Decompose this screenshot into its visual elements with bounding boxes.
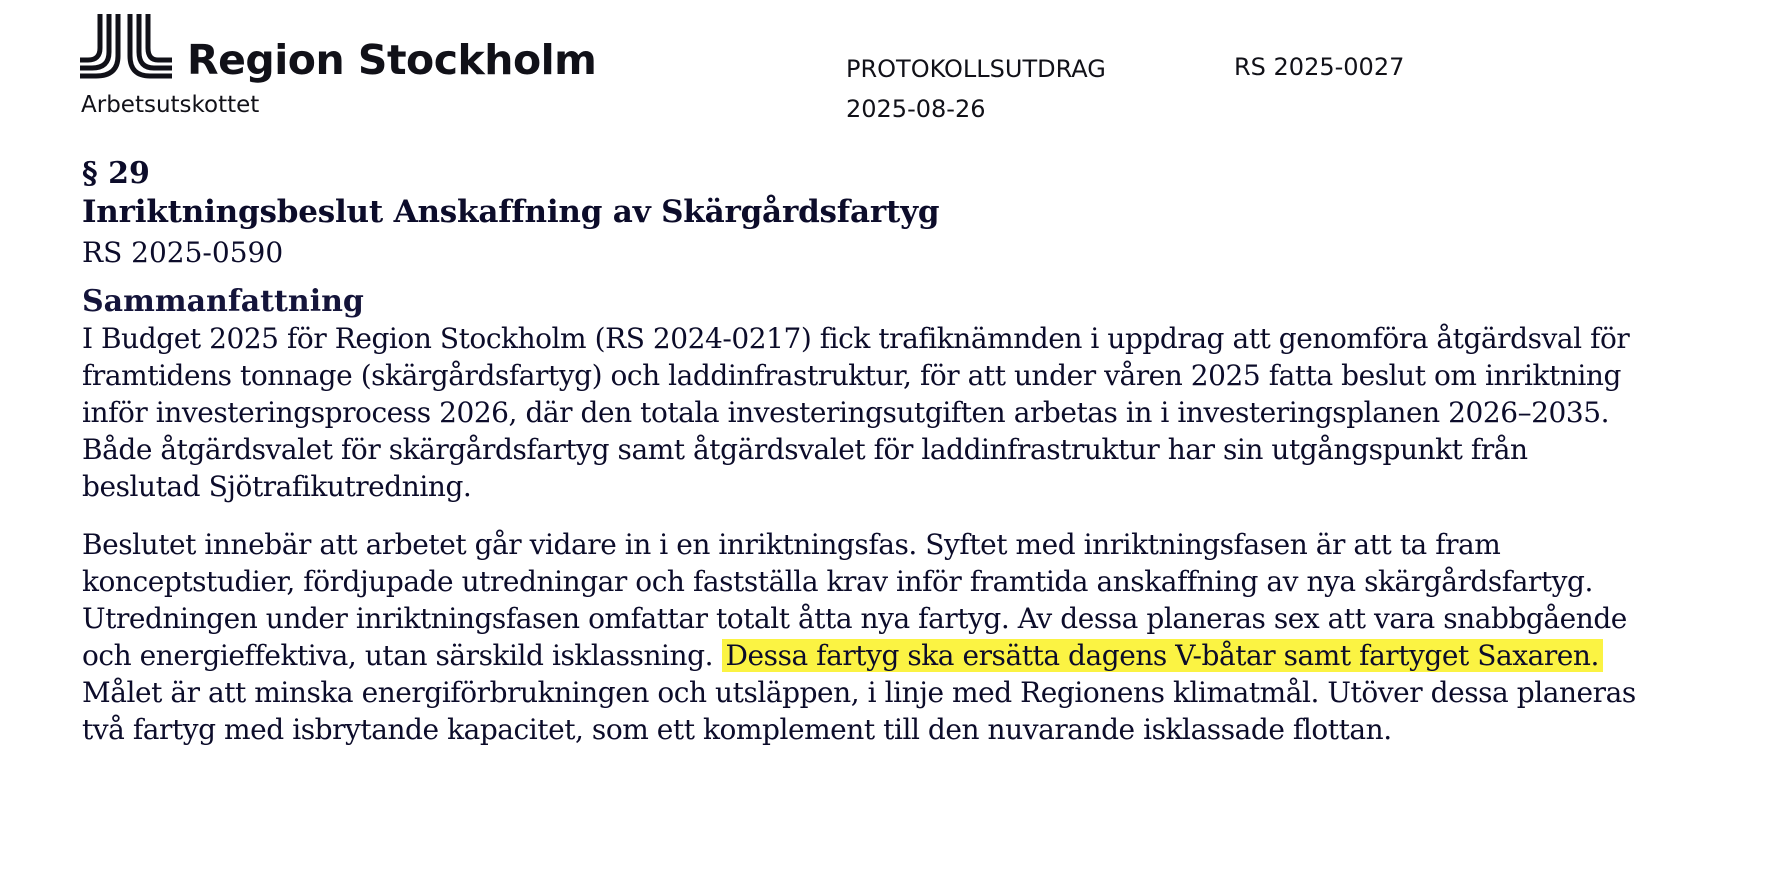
paragraph-number: § 29 <box>82 156 150 191</box>
summary-paragraph-1: I Budget 2025 för Region Stockholm (RS 2024-0217) fick trafiknämnden i uppdrag att genomföra åtgärdsval för framtidens tonnage (skärgårdsfartyg) och laddinfrastruktur, för att under våren 2025 fatta beslut om inriktning inför investeringsprocess 2026, där den totala investeringsutgiften arbetas in i investeringsplanen 2026–2035. Både åtgärdsvalet för skärgårdsfartyg samt åtgärdsvalet för laddinfrastruktur har sin utgångspunkt från beslutad Sjötrafikutredning. <box>82 322 1630 503</box>
logo-wordmark: Region Stockholm <box>187 36 597 84</box>
region-stockholm-logo <box>80 14 597 92</box>
highlighted-sentence: Dessa fartyg ska ersätta dagens V-båtar samt fartyget Saxaren. <box>722 639 1603 672</box>
summary-paragraph-2 <box>82 526 1642 748</box>
summary-heading: Sammanfattning <box>82 284 364 319</box>
paragraph-2-text-after: Målet är att minska energiförbrukningen och utsläppen, i linje med Regionens klimatmål. Utöver dessa planeras två fartyg med isbrytande kapacitet, som ett komplement till den nuvarande isklassade flottan. <box>82 676 1636 746</box>
item-reference: RS 2025-0590 <box>82 236 284 269</box>
item-title: Inriktningsbeslut Anskaffning av Skärgårdsfartyg <box>82 194 940 230</box>
paragraph-2-text-before: Beslutet innebär att arbetet går vidare in i en inriktningsfas. Syftet med inriktningsfasen är att ta fram konceptstudier, fördjupade utredningar och fastställa krav inför framtida anskaffning av nya skärgårdsfartyg. Utredningen under inriktningsfasen omfattar totalt åtta nya fartyg. Av dessa planeras sex att vara snabbgående och energieffektiva, utan särskild isklassning. <box>82 528 1627 672</box>
document-reference: RS 2025-0027 <box>1234 53 1405 81</box>
document-body <box>82 156 1702 748</box>
org-unit-label: Arbetsutskottet <box>81 92 260 118</box>
region-stockholm-logo-mark-icon <box>80 14 172 86</box>
document-type: PROTOKOLLSUTDRAG <box>846 55 1106 83</box>
document-date: 2025-08-26 <box>846 95 986 123</box>
